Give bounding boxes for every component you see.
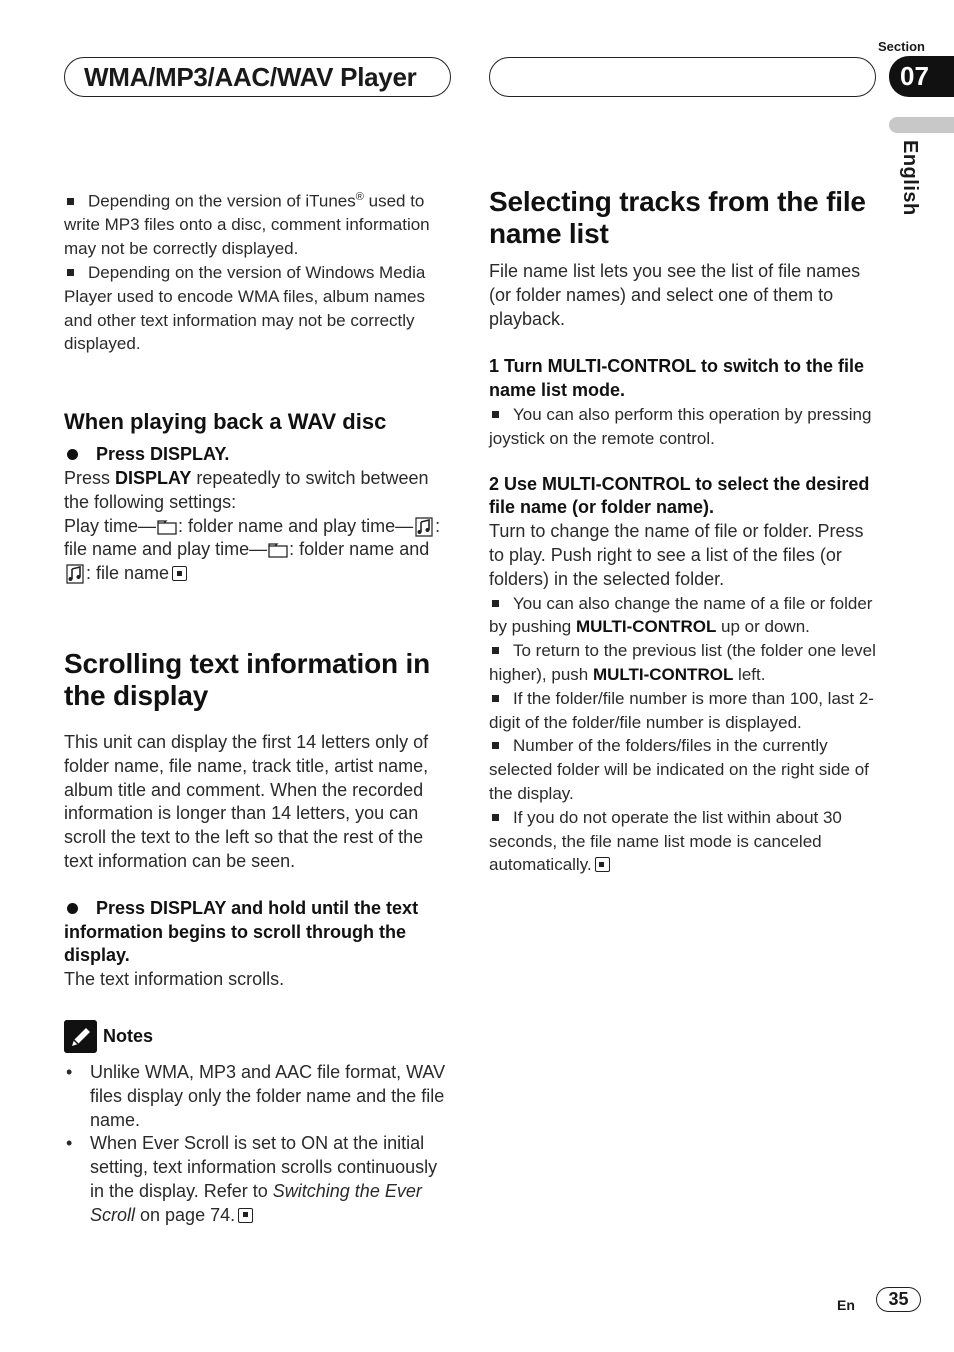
step-dot-icon — [67, 449, 78, 460]
square-bullet-icon — [492, 600, 499, 607]
file-list-heading: Selecting tracks from the file name list — [489, 186, 866, 249]
wav-step: Press DISPLAY. — [64, 443, 452, 467]
step-2-body: Turn to change the name of file or folder. Press to play. Push right to see a list of the files (or folders) in the selected folder. — [489, 521, 864, 589]
list-item: • Unlike WMA, MP3 and AAC file format, WAV files display only the folder name and the file name. — [64, 1061, 452, 1132]
left-column — [64, 186, 452, 1228]
bullet-windows-media: Depending on the version of Windows Media Player used to encode WMA files, album names and other text information may not be correctly displayed. — [64, 263, 426, 354]
notes-header — [64, 1020, 452, 1053]
music-file-icon — [65, 564, 85, 584]
step-2-note: Number of the folders/files in the currently selected folder will be indicated on the right side of the display. — [489, 736, 869, 803]
list-item: • When Ever Scroll is set to ON at the initial setting, text information scrolls continuously in the display. Refer to Switching the Ever Scroll on page 74. — [64, 1132, 452, 1227]
folder-icon — [157, 520, 177, 535]
wav-settings-cycle: Play time— : folder name and play time— : file name and play time— : folder name and : file name — [64, 515, 441, 584]
step-dot-icon — [67, 903, 78, 914]
square-bullet-icon — [67, 269, 74, 276]
notes-list — [64, 1061, 452, 1228]
file-list-intro: File name list lets you see the list of file names (or folder names) and select one of them to playback. — [489, 261, 861, 329]
right-column — [489, 186, 881, 877]
square-bullet-icon — [67, 198, 74, 205]
section-label: Section — [878, 39, 925, 54]
music-file-icon — [414, 517, 434, 537]
wav-heading: When playing back a WAV disc — [64, 409, 387, 435]
step-2-note: If the folder/file number is more than 100, last 2-digit of the folder/file number is displayed. — [489, 688, 874, 732]
notes-label: Notes — [103, 1025, 154, 1046]
language-label: English — [899, 140, 921, 216]
scroll-body: This unit can display the first 14 letters only of folder name, file name, track title, artist name, album title and comment. When the recorded information is longer than 14 letters, you can scroll the text to the left so that the rest of the text information can be seen. — [64, 732, 429, 871]
scroll-step: Press DISPLAY and hold until the text information begins to scroll through the display. — [64, 897, 419, 966]
scroll-result: The text information scrolls. — [64, 969, 285, 990]
step-2: 2 Use MULTI-CONTROL to select the desired file name (or folder name). — [489, 473, 870, 518]
end-mark-icon — [172, 566, 187, 581]
square-bullet-icon — [492, 742, 499, 749]
page-number: 35 — [876, 1287, 921, 1312]
square-bullet-icon — [492, 814, 499, 821]
step-1: 1 Turn MULTI-CONTROL to switch to the file name list mode. — [489, 356, 864, 401]
step-2-note: You can also change the name of a file or folder by pushing MULTI-CONTROL up or down. — [489, 593, 873, 637]
page-title: WMA/MP3/AAC/WAV Player — [84, 62, 417, 92]
end-mark-icon — [238, 1208, 253, 1223]
pencil-icon — [64, 1020, 97, 1053]
folder-icon — [268, 543, 288, 558]
square-bullet-icon — [492, 647, 499, 654]
square-bullet-icon — [492, 695, 499, 702]
bullet-itunes: Depending on the version of iTunes® used to write MP3 files onto a disc, comment information may not be correctly displayed. — [64, 191, 430, 259]
step-2-note: If you do not operate the list within about 30 seconds, the file name list mode is canceled automatically. — [489, 807, 842, 875]
step-2-note: To return to the previous list (the folder one level higher), push MULTI-CONTROL left. — [489, 641, 876, 684]
step-1-note: You can also perform this operation by pressing joystick on the remote control. — [489, 404, 872, 448]
footer-language: En — [837, 1297, 855, 1313]
scroll-heading: Scrolling text information in the display — [64, 648, 430, 712]
square-bullet-icon — [492, 411, 499, 418]
language-tab — [889, 117, 954, 133]
section-number-tab: 07 — [889, 56, 954, 97]
wav-body: Press DISPLAY repeatedly to switch between the following settings: — [64, 468, 429, 512]
header-blank-frame — [489, 57, 876, 97]
end-mark-icon — [595, 857, 610, 872]
